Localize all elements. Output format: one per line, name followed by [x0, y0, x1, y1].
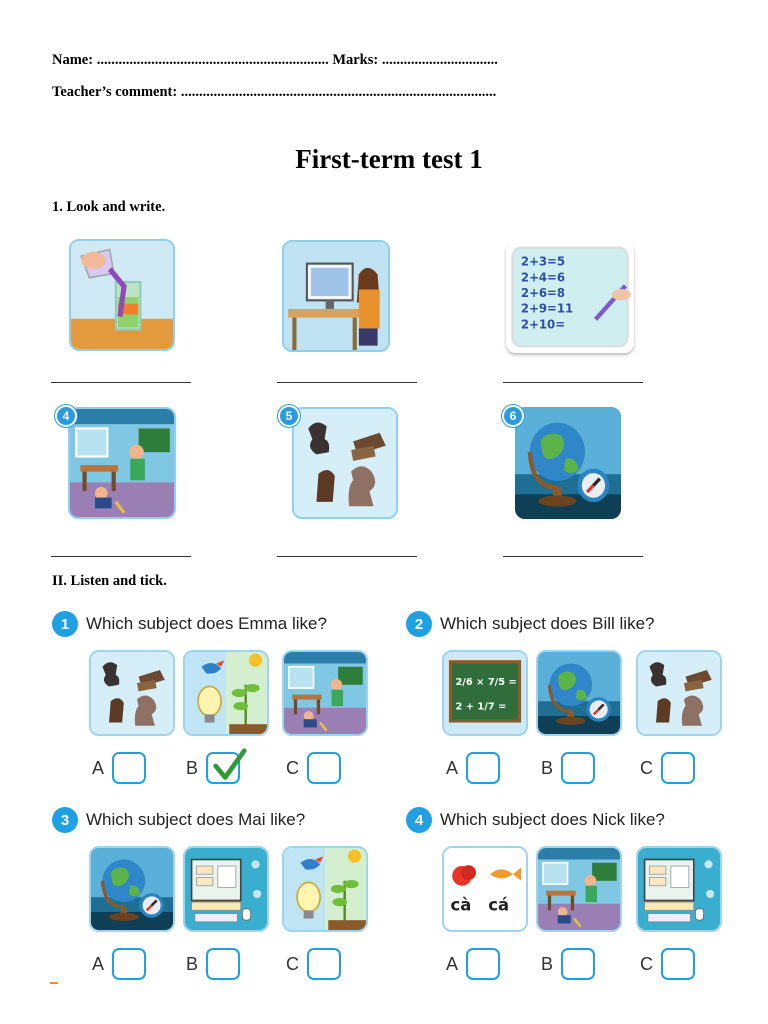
option-letter: C — [640, 757, 653, 778]
board-line-2: 2 + 1/7 = — [455, 701, 507, 713]
question-number: 3 — [52, 807, 78, 833]
tick-box[interactable] — [112, 752, 146, 784]
viet-word-1: cà — [450, 895, 472, 915]
q2-option-b[interactable] — [541, 752, 595, 784]
option-letter: B — [541, 953, 554, 974]
answer-line-5[interactable] — [277, 556, 417, 557]
q4-option-a[interactable] — [446, 948, 500, 980]
tick-box[interactable] — [307, 948, 341, 980]
option-letter: A — [446, 953, 459, 974]
tick-box[interactable] — [561, 948, 595, 980]
question-text: Which subject does Bill like? — [440, 614, 655, 633]
question-1 — [52, 611, 327, 637]
tick-box[interactable] — [661, 752, 695, 784]
tick-box[interactable] — [307, 752, 341, 784]
tick-box[interactable] — [661, 948, 695, 980]
tick-box[interactable] — [561, 752, 595, 784]
math-line-1: 2+3=5 — [520, 254, 566, 269]
geography-picture — [515, 407, 621, 519]
question-text: Which subject does Nick like? — [440, 810, 665, 829]
q2-option-c[interactable] — [640, 752, 695, 784]
q1-option-a[interactable] — [92, 752, 146, 784]
q3-option-b-picture — [183, 846, 269, 932]
number-badge-5: 5 — [278, 405, 300, 427]
question-number: 1 — [52, 611, 78, 637]
tick-box[interactable] — [466, 752, 500, 784]
q4-option-c[interactable] — [640, 948, 695, 980]
pe-picture — [68, 407, 176, 519]
option-letter: A — [92, 757, 105, 778]
page-title: First-term test 1 — [295, 144, 483, 174]
it-picture — [282, 240, 390, 352]
math-line-3: 2+6=8 — [520, 285, 566, 301]
q3-option-b[interactable] — [186, 948, 240, 980]
science-picture — [69, 239, 175, 351]
q3-option-c-picture — [282, 846, 368, 932]
option-letter: C — [286, 757, 299, 778]
maths-picture — [506, 241, 634, 353]
option-letter: B — [186, 757, 199, 778]
question-text: Which subject does Emma like? — [86, 614, 327, 633]
board-line-1: 2/6 × 7/5 = — [455, 676, 517, 688]
q2-option-a[interactable] — [446, 752, 500, 784]
q1-option-b-picture — [183, 650, 269, 736]
history-picture — [292, 407, 398, 519]
viet-word-2: cá — [488, 895, 510, 915]
q4-option-b-picture — [536, 846, 622, 932]
section-1-heading: 1. Look and write. — [52, 199, 166, 215]
answer-line-2[interactable] — [277, 382, 417, 383]
option-letter: C — [286, 953, 299, 974]
check-mark-icon — [210, 746, 248, 786]
q3-option-a[interactable] — [92, 948, 146, 980]
answer-line-3[interactable] — [503, 382, 643, 383]
tick-box[interactable] — [206, 948, 240, 980]
q2-option-c-picture — [636, 650, 722, 736]
math-line-4: 2+9=11 — [520, 301, 574, 316]
tick-box[interactable] — [466, 948, 500, 980]
tick-box[interactable] — [206, 752, 240, 784]
question-text: Which subject does Mai like? — [86, 810, 306, 829]
option-letter: A — [92, 953, 105, 974]
q1-option-c-picture — [282, 650, 368, 736]
orange-mark — [50, 982, 58, 984]
q3-option-a-picture — [89, 846, 175, 932]
tick-box[interactable] — [112, 948, 146, 980]
answer-line-6[interactable] — [503, 556, 643, 557]
math-line-2: 2+4=6 — [520, 270, 566, 285]
question-number: 2 — [406, 611, 432, 637]
number-badge-6: 6 — [502, 405, 524, 427]
q2-option-b-picture — [536, 650, 622, 736]
number-badge-4: 4 — [55, 405, 77, 427]
q4-option-c-picture — [636, 846, 722, 932]
option-letter: A — [446, 757, 459, 778]
option-letter: B — [541, 757, 554, 778]
q1-option-a-picture — [89, 650, 175, 736]
q3-option-c[interactable] — [286, 948, 341, 980]
answer-line-4[interactable] — [51, 556, 191, 557]
option-letter: C — [640, 953, 653, 974]
section-2-heading: II. Listen and tick. — [52, 573, 167, 589]
option-letter: B — [186, 953, 199, 974]
q4-option-a-picture — [442, 846, 528, 932]
q2-option-a-picture — [442, 650, 528, 736]
question-4 — [406, 807, 665, 833]
answer-line-1[interactable] — [51, 382, 191, 383]
question-3 — [52, 807, 305, 833]
question-2 — [406, 611, 654, 637]
q4-option-b[interactable] — [541, 948, 595, 980]
teacher-comment-line[interactable]: Teacher’s comment: ....................................................................................... — [52, 84, 497, 100]
q1-option-c[interactable] — [286, 752, 341, 784]
name-marks-line[interactable]: Name: ................................................................ Marks: ................................ — [52, 52, 498, 68]
question-number: 4 — [406, 807, 432, 833]
math-line-5: 2+10= — [520, 317, 566, 332]
q1-option-b[interactable] — [186, 752, 240, 784]
